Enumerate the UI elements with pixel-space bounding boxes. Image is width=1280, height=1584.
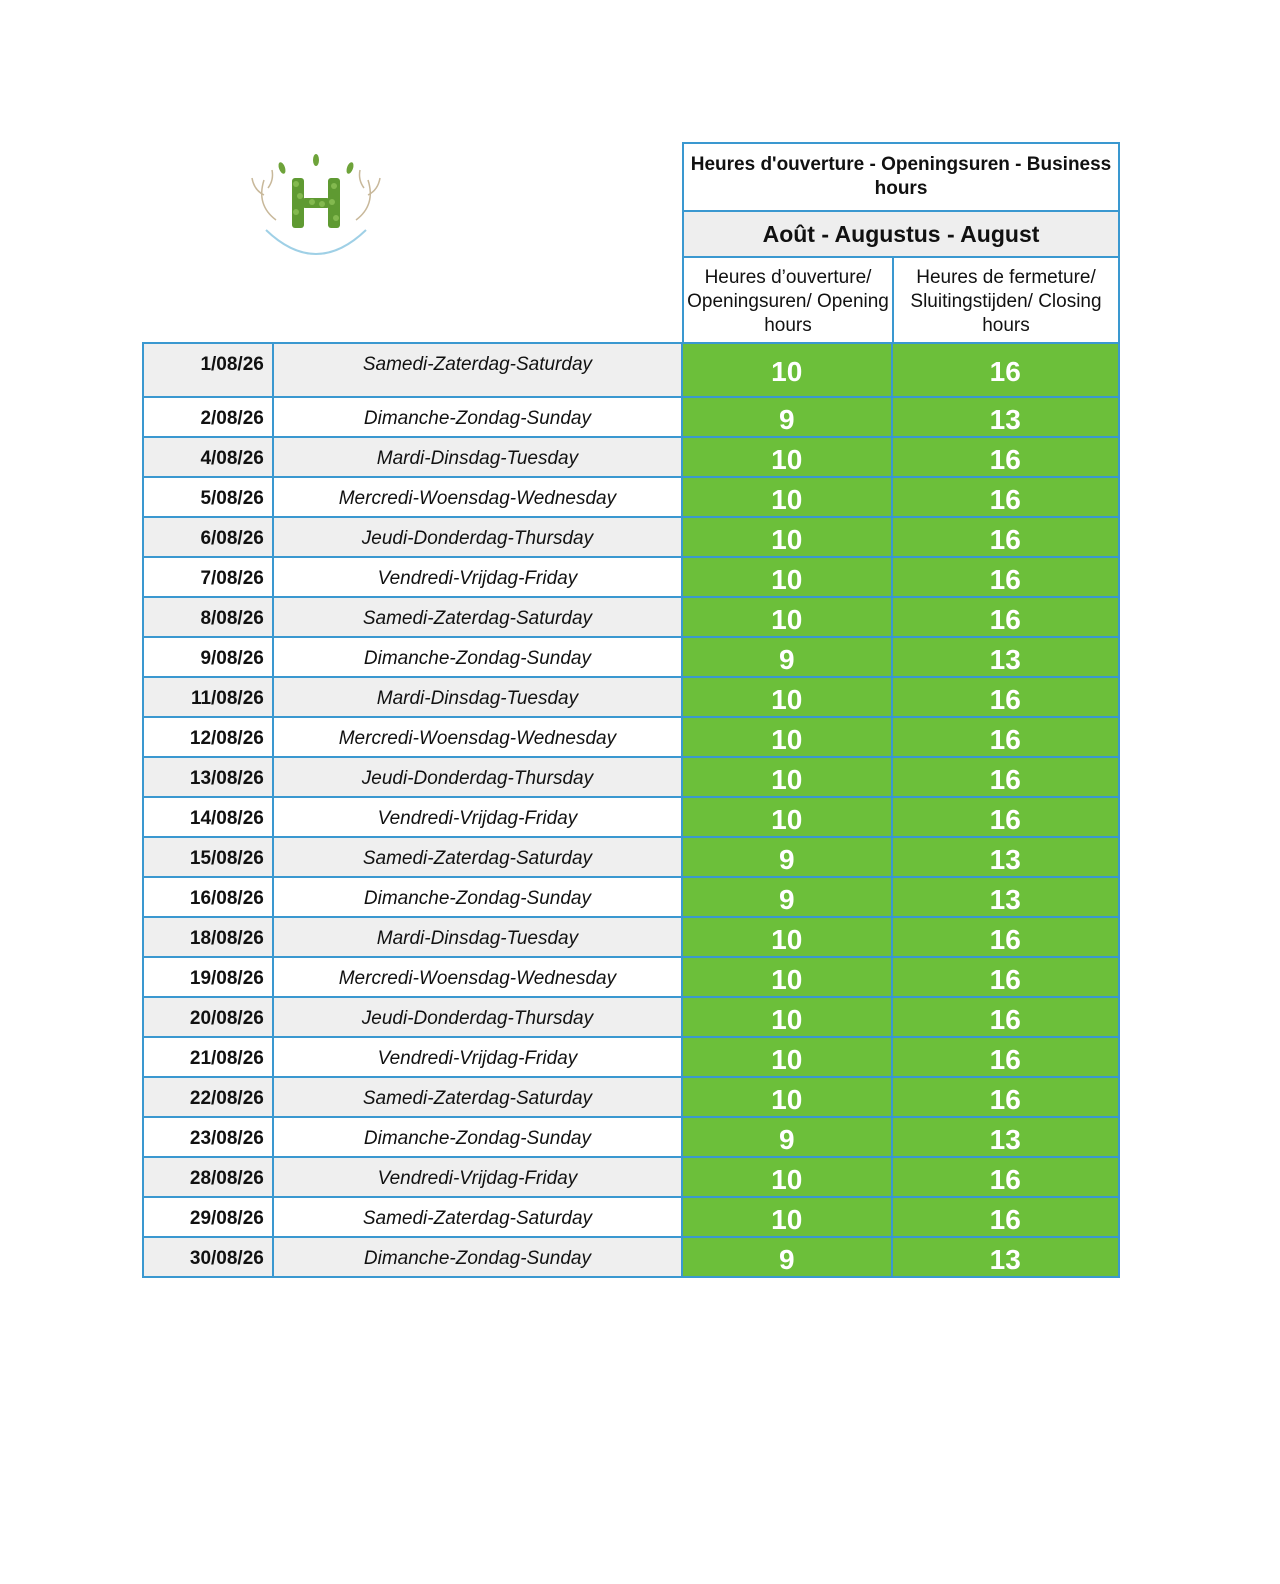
- day-text: Jeudi-Donderdag-Thursday: [361, 528, 594, 549]
- date-cell: [143, 957, 273, 997]
- date-text: 28/08/26: [189, 1168, 264, 1189]
- opening-hour: 9: [778, 884, 795, 915]
- date-text: 11/08/26: [190, 688, 264, 709]
- day-cell: [273, 917, 682, 957]
- date-text: 15/08/26: [189, 848, 264, 869]
- date-text: 8/08/26: [200, 608, 264, 629]
- date-cell: [143, 1037, 273, 1077]
- opening-hour-cell: [682, 437, 892, 477]
- table-row: [143, 877, 1119, 917]
- date-cell: [143, 917, 273, 957]
- opening-hour: 10: [771, 1084, 803, 1115]
- closing-hour: 13: [989, 404, 1021, 435]
- closing-hour-cell: [892, 877, 1120, 917]
- opening-hour-cell: [682, 1157, 892, 1197]
- day-cell: [273, 517, 682, 557]
- date-cell: [143, 997, 273, 1037]
- date-text: 9/08/26: [200, 648, 264, 669]
- table-row: [143, 477, 1119, 517]
- table-row: [143, 397, 1119, 437]
- table-row: [143, 917, 1119, 957]
- date-text: 30/08/26: [189, 1248, 264, 1269]
- day-cell: [273, 1037, 682, 1077]
- opening-hour: 10: [771, 924, 803, 955]
- day-text: Mardi-Dinsdag-Tuesday: [376, 688, 579, 709]
- table-row: [143, 1077, 1119, 1117]
- closing-hour-cell: [892, 1077, 1120, 1117]
- table-row: [143, 437, 1119, 477]
- closing-hour-cell: [892, 1237, 1120, 1277]
- day-text: Mercredi-Woensdag-Wednesday: [338, 488, 617, 509]
- day-text: Mercredi-Woensdag-Wednesday: [338, 728, 617, 749]
- opening-hour: 9: [778, 1244, 795, 1275]
- table-row: [143, 957, 1119, 997]
- hours-table: [142, 342, 1120, 1278]
- closing-hour-cell: [892, 797, 1120, 837]
- closing-hour-cell: [892, 343, 1120, 397]
- closing-hour: 16: [989, 1044, 1021, 1075]
- closing-hour: 13: [989, 644, 1021, 675]
- closing-hour: 16: [989, 924, 1021, 955]
- table-row: [143, 557, 1119, 597]
- day-cell: [273, 397, 682, 437]
- opening-hour-cell: [682, 797, 892, 837]
- opening-hour-cell: [682, 1117, 892, 1157]
- day-cell: [273, 557, 682, 597]
- column-header-opening: Heures d’ouverture/ Openingsuren/ Opening hours: [684, 258, 894, 346]
- date-cell: [143, 1077, 273, 1117]
- logo-icon: [246, 150, 386, 270]
- closing-hour: 13: [989, 844, 1021, 875]
- day-cell: [273, 1117, 682, 1157]
- date-text: 14/08/26: [189, 808, 264, 829]
- opening-hour-cell: [682, 957, 892, 997]
- closing-hour-cell: [892, 557, 1120, 597]
- opening-hour-cell: [682, 597, 892, 637]
- day-text: Dimanche-Zondag-Sunday: [363, 888, 591, 909]
- opening-hour: 10: [771, 356, 803, 387]
- table-row: [143, 343, 1119, 397]
- day-cell: [273, 597, 682, 637]
- day-cell: [273, 997, 682, 1037]
- date-cell: [143, 677, 273, 717]
- table-row: [143, 1237, 1119, 1277]
- date-cell: [143, 837, 273, 877]
- closing-hour-cell: [892, 1197, 1120, 1237]
- opening-hour: 9: [778, 844, 795, 875]
- hours-table-body: [143, 343, 1119, 1277]
- opening-hour: 10: [771, 484, 803, 515]
- closing-hour: 16: [989, 1164, 1021, 1195]
- date-cell: [143, 437, 273, 477]
- closing-hour-cell: [892, 1037, 1120, 1077]
- opening-hour-cell: [682, 477, 892, 517]
- closing-hour-cell: [892, 957, 1120, 997]
- closing-hour-cell: [892, 397, 1120, 437]
- day-cell: [273, 1157, 682, 1197]
- date-cell: [143, 717, 273, 757]
- closing-hour: 13: [989, 1124, 1021, 1155]
- opening-hour-cell: [682, 397, 892, 437]
- day-text: Samedi-Zaterdag-Saturday: [362, 354, 593, 375]
- closing-hour: 16: [989, 564, 1021, 595]
- day-text: Dimanche-Zondag-Sunday: [363, 1128, 591, 1149]
- day-text: Vendredi-Vrijdag-Friday: [377, 808, 578, 829]
- day-cell: [273, 1237, 682, 1277]
- date-text: 12/08/26: [189, 728, 264, 749]
- date-text: 1/08/26: [200, 354, 264, 375]
- day-text: Vendredi-Vrijdag-Friday: [377, 568, 578, 589]
- day-text: Samedi-Zaterdag-Saturday: [362, 1208, 593, 1229]
- opening-hour: 10: [771, 804, 803, 835]
- day-cell: [273, 877, 682, 917]
- day-cell: [273, 477, 682, 517]
- date-cell: [143, 757, 273, 797]
- date-cell: [143, 343, 273, 397]
- closing-hour-cell: [892, 917, 1120, 957]
- day-text: Jeudi-Donderdag-Thursday: [361, 1008, 594, 1029]
- opening-hour-cell: [682, 877, 892, 917]
- day-cell: [273, 717, 682, 757]
- opening-hour-cell: [682, 837, 892, 877]
- closing-hour-cell: [892, 837, 1120, 877]
- opening-hour: 10: [771, 444, 803, 475]
- day-text: Dimanche-Zondag-Sunday: [363, 648, 591, 669]
- day-cell: [273, 437, 682, 477]
- day-text: Samedi-Zaterdag-Saturday: [362, 608, 593, 629]
- closing-hour: 16: [989, 964, 1021, 995]
- date-cell: [143, 597, 273, 637]
- header-columns: [684, 258, 1118, 346]
- day-cell: [273, 637, 682, 677]
- closing-hour: 16: [989, 724, 1021, 755]
- date-text: 5/08/26: [200, 488, 264, 509]
- closing-hour: 16: [989, 804, 1021, 835]
- closing-hour: 16: [989, 604, 1021, 635]
- closing-hour: 16: [989, 356, 1021, 387]
- closing-hour: 16: [989, 524, 1021, 555]
- opening-hour: 10: [771, 1004, 803, 1035]
- closing-hour-cell: [892, 437, 1120, 477]
- day-cell: [273, 957, 682, 997]
- closing-hour-cell: [892, 677, 1120, 717]
- opening-hour: 10: [771, 964, 803, 995]
- closing-hour-cell: [892, 597, 1120, 637]
- opening-hour-cell: [682, 1077, 892, 1117]
- opening-hour-cell: [682, 917, 892, 957]
- day-text: Vendredi-Vrijdag-Friday: [377, 1048, 578, 1069]
- day-cell: [273, 1077, 682, 1117]
- date-text: 16/08/26: [189, 888, 264, 909]
- opening-hour: 9: [778, 644, 795, 675]
- closing-hour: 16: [989, 684, 1021, 715]
- opening-hour-cell: [682, 997, 892, 1037]
- opening-hour-cell: [682, 557, 892, 597]
- date-text: 21/08/26: [189, 1048, 264, 1069]
- closing-hour: 16: [989, 484, 1021, 515]
- date-text: 6/08/26: [200, 528, 264, 549]
- opening-hour-cell: [682, 517, 892, 557]
- date-text: 2/08/26: [200, 408, 264, 429]
- column-header-closing: Heures de fermeture/ Sluitingstijden/ Closing hours: [910, 267, 1102, 336]
- date-cell: [143, 517, 273, 557]
- opening-hour: 10: [771, 604, 803, 635]
- table-row: [143, 757, 1119, 797]
- opening-hour-cell: [682, 717, 892, 757]
- closing-hour: 13: [989, 1244, 1021, 1275]
- herbeumont-logo: [246, 150, 386, 270]
- closing-hour-cell: [892, 517, 1120, 557]
- table-row: [143, 997, 1119, 1037]
- closing-hour-cell: [892, 717, 1120, 757]
- day-cell: [273, 797, 682, 837]
- table-row: [143, 517, 1119, 557]
- date-cell: [143, 1157, 273, 1197]
- day-text: Vendredi-Vrijdag-Friday: [377, 1168, 578, 1189]
- table-row: [143, 1117, 1119, 1157]
- day-text: Mercredi-Woensdag-Wednesday: [338, 968, 617, 989]
- table-row: [143, 1037, 1119, 1077]
- day-text: Dimanche-Zondag-Sunday: [363, 408, 591, 429]
- closing-hour-cell: [892, 757, 1120, 797]
- table-row: [143, 837, 1119, 877]
- date-cell: [143, 1197, 273, 1237]
- date-text: 22/08/26: [189, 1088, 264, 1109]
- day-text: Mardi-Dinsdag-Tuesday: [376, 928, 579, 949]
- closing-hour-cell: [892, 637, 1120, 677]
- opening-hour-cell: [682, 637, 892, 677]
- table-row: [143, 797, 1119, 837]
- table-row: [143, 1157, 1119, 1197]
- date-cell: [143, 877, 273, 917]
- day-cell: [273, 757, 682, 797]
- opening-hour: 10: [771, 764, 803, 795]
- date-cell: [143, 637, 273, 677]
- opening-hour: 9: [778, 404, 795, 435]
- day-text: Samedi-Zaterdag-Saturday: [362, 1088, 593, 1109]
- date-cell: [143, 397, 273, 437]
- date-cell: [143, 1117, 273, 1157]
- date-text: 19/08/26: [189, 968, 264, 989]
- closing-hour: 16: [989, 1204, 1021, 1235]
- date-text: 7/08/26: [200, 568, 264, 589]
- closing-hour-cell: [892, 477, 1120, 517]
- day-text: Samedi-Zaterdag-Saturday: [362, 848, 593, 869]
- day-text: Mardi-Dinsdag-Tuesday: [376, 448, 579, 469]
- opening-hour-cell: [682, 1237, 892, 1277]
- opening-hour: 10: [771, 1044, 803, 1075]
- day-cell: [273, 343, 682, 397]
- day-text: Jeudi-Donderdag-Thursday: [361, 768, 594, 789]
- opening-hour: 10: [771, 724, 803, 755]
- closing-hour: 16: [989, 444, 1021, 475]
- header-month: Août - Augustus - August: [684, 212, 1118, 258]
- date-text: 4/08/26: [200, 448, 264, 469]
- table-row: [143, 677, 1119, 717]
- opening-hour: 10: [771, 684, 803, 715]
- date-cell: [143, 477, 273, 517]
- date-cell: [143, 557, 273, 597]
- hours-header: [682, 142, 1120, 346]
- date-text: 18/08/26: [189, 928, 264, 949]
- date-text: 13/08/26: [189, 768, 264, 789]
- opening-hour-cell: [682, 1197, 892, 1237]
- day-cell: [273, 837, 682, 877]
- day-text: Dimanche-Zondag-Sunday: [363, 1248, 591, 1269]
- opening-hour-cell: [682, 1037, 892, 1077]
- opening-hour: 9: [778, 1124, 795, 1155]
- table-row: [143, 637, 1119, 677]
- date-cell: [143, 797, 273, 837]
- closing-hour: 16: [989, 1084, 1021, 1115]
- closing-hour: 16: [989, 1004, 1021, 1035]
- date-cell: [143, 1237, 273, 1277]
- closing-hour: 16: [989, 764, 1021, 795]
- day-cell: [273, 677, 682, 717]
- date-text: 20/08/26: [189, 1008, 264, 1029]
- table-row: [143, 717, 1119, 757]
- opening-hour: 10: [771, 564, 803, 595]
- day-cell: [273, 1197, 682, 1237]
- opening-hour: 10: [771, 1164, 803, 1195]
- opening-hour-cell: [682, 343, 892, 397]
- date-text: 23/08/26: [189, 1128, 264, 1149]
- table-row: [143, 597, 1119, 637]
- opening-hour-cell: [682, 757, 892, 797]
- date-text: 29/08/26: [189, 1208, 264, 1229]
- table-row: [143, 1197, 1119, 1237]
- opening-hour: 10: [771, 1204, 803, 1235]
- opening-hour-cell: [682, 677, 892, 717]
- closing-hour: 13: [989, 884, 1021, 915]
- closing-hour-cell: [892, 1117, 1120, 1157]
- header-title: Heures d'ouverture - Openingsuren - Business hours: [684, 144, 1118, 212]
- closing-hour-cell: [892, 997, 1120, 1037]
- opening-hour: 10: [771, 524, 803, 555]
- closing-hour-cell: [892, 1157, 1120, 1197]
